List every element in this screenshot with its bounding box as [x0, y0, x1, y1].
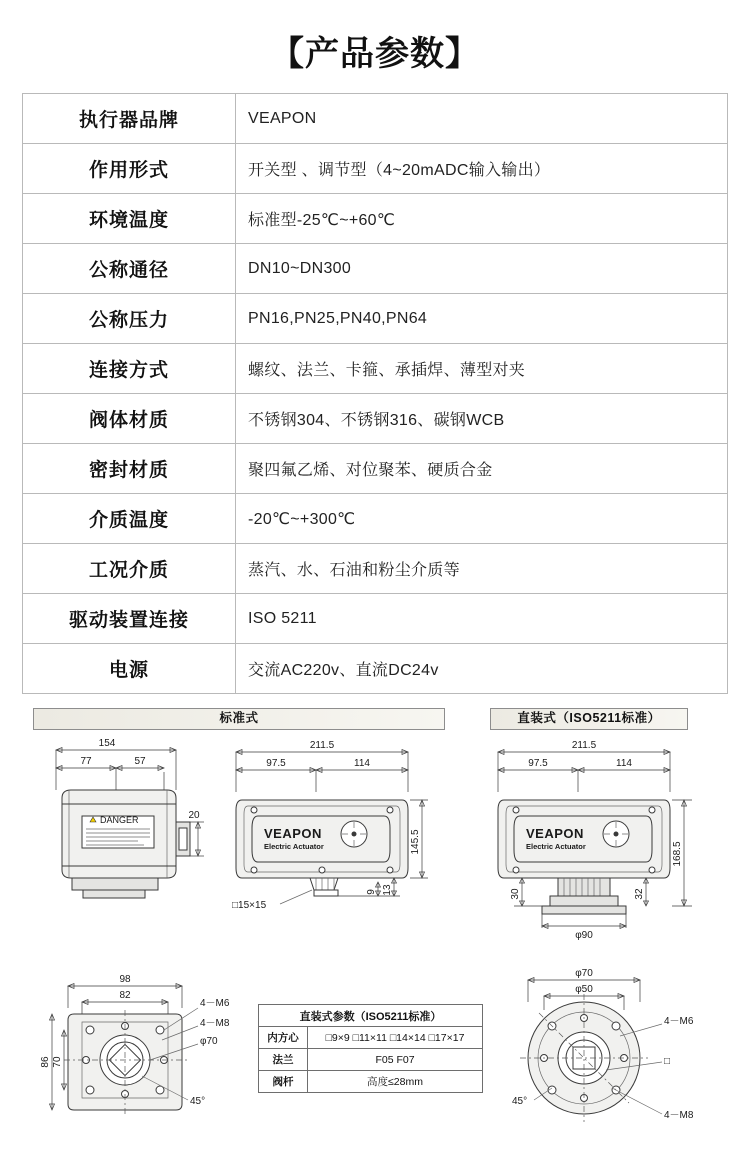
iso-param-table	[258, 1004, 483, 1093]
top-view-drawing	[222, 730, 442, 960]
label-4-M8: 4－M8	[200, 1018, 230, 1029]
table-row	[23, 544, 728, 594]
iso-row-label: 阀杆	[259, 1071, 308, 1093]
spec-key: 连接方式	[23, 344, 236, 394]
dim-211-5: 211.5	[309, 740, 335, 751]
dim-iso-97-5: 97.5	[528, 758, 548, 769]
table-row	[23, 344, 728, 394]
iso-row-label: 法兰	[259, 1049, 308, 1071]
page-title: 【产品参数】	[270, 35, 480, 73]
label-r-45deg: 45°	[512, 1096, 528, 1107]
iso-row-value: □9×9 □11×11 □14×14 □17×17	[308, 1027, 483, 1049]
dim-82: 82	[119, 990, 131, 1001]
spec-value: -20℃~+300℃	[236, 494, 728, 544]
spec-key: 阀体材质	[23, 394, 236, 444]
spec-value: 标准型-25℃~+60℃	[236, 194, 728, 244]
dim-r-phi-70: φ70	[575, 968, 593, 979]
table-row	[23, 444, 728, 494]
dim-9: 9	[366, 889, 377, 895]
dim-70: 70	[52, 1056, 63, 1068]
base-view-drawing	[38, 964, 253, 1136]
spec-value: 蒸汽、水、石油和粉尘介质等	[236, 544, 728, 594]
label-phi-70: φ70	[200, 1036, 218, 1047]
table-row	[23, 594, 728, 644]
table-row	[23, 494, 728, 544]
product-spec-table	[22, 93, 728, 694]
label-4-M6: 4－M6	[200, 998, 230, 1009]
dim-57: 57	[134, 756, 146, 767]
spec-value: VEAPON	[236, 94, 728, 144]
dim-32: 32	[634, 888, 645, 900]
dim-square-15: □15×15	[232, 900, 267, 911]
dim-168-5: 168.5	[672, 841, 683, 867]
iso-view-drawing	[484, 730, 714, 970]
table-row	[23, 294, 728, 344]
table-row	[23, 144, 728, 194]
table-row	[259, 1005, 483, 1027]
caption-direct-mount: 直装式（ISO5211标准）	[490, 708, 688, 730]
brand-subtitle: Electric Actuator	[526, 842, 586, 851]
spec-key: 公称压力	[23, 294, 236, 344]
dim-phi-90: φ90	[575, 930, 593, 941]
dim-30: 30	[510, 888, 521, 900]
label-r-4-M6: 4－M6	[664, 1016, 694, 1027]
dim-13: 13	[382, 884, 393, 896]
table-row	[23, 244, 728, 294]
dim-98: 98	[119, 974, 131, 985]
spec-key: 执行器品牌	[23, 94, 236, 144]
spec-value: 聚四氟乙烯、对位聚苯、硬质合金	[236, 444, 728, 494]
spec-key: 介质温度	[23, 494, 236, 544]
table-row	[23, 194, 728, 244]
dimension-drawings	[0, 708, 750, 1138]
table-row	[259, 1071, 483, 1093]
table-row	[23, 644, 728, 694]
dim-r-phi-50: φ50	[575, 984, 593, 995]
spec-key: 驱动装置连接	[23, 594, 236, 644]
spec-value: 不锈钢304、不锈钢316、碳钢WCB	[236, 394, 728, 444]
dim-iso-114: 114	[616, 758, 632, 769]
spec-key: 公称通径	[23, 244, 236, 294]
iso-row-label: 内方心	[259, 1027, 308, 1049]
iso-table-header: 直装式参数（ISO5211标准）	[259, 1005, 483, 1027]
spec-value: 螺纹、法兰、卡箍、承插焊、薄型对夹	[236, 344, 728, 394]
dim-97-5: 97.5	[266, 758, 286, 769]
spec-key: 作用形式	[23, 144, 236, 194]
table-row	[259, 1027, 483, 1049]
brand-name: VEAPON	[264, 826, 322, 841]
spec-key: 密封材质	[23, 444, 236, 494]
dim-iso-211-5: 211.5	[571, 740, 597, 751]
dim-114: 114	[354, 758, 370, 769]
spec-value: 交流AC220v、直流DC24v	[236, 644, 728, 694]
table-row	[23, 394, 728, 444]
dim-145-5: 145.5	[410, 829, 421, 855]
label-r-4-M8: 4－M8	[664, 1110, 694, 1121]
dim-77: 77	[80, 756, 92, 767]
iso-row-value: 高度≤28mm	[308, 1071, 483, 1093]
spec-value: ISO 5211	[236, 594, 728, 644]
dim-154: 154	[98, 738, 116, 749]
spec-value: DN10~DN300	[236, 244, 728, 294]
label-45deg: 45°	[190, 1096, 206, 1107]
spec-value: PN16,PN25,PN40,PN64	[236, 294, 728, 344]
table-row	[259, 1049, 483, 1071]
brand-name: VEAPON	[526, 826, 584, 841]
side-view-drawing	[28, 730, 218, 925]
dim-86: 86	[40, 1056, 51, 1068]
spec-key: 电源	[23, 644, 236, 694]
label-r-square: □	[664, 1056, 671, 1067]
flange-view-drawing	[494, 958, 724, 1138]
spec-key: 工况介质	[23, 544, 236, 594]
brand-subtitle: Electric Actuator	[264, 842, 324, 851]
spec-key: 环境温度	[23, 194, 236, 244]
caption-standard: 标准式	[33, 708, 445, 730]
danger-label: DANGER	[100, 815, 139, 825]
table-row	[23, 94, 728, 144]
spec-value: 开关型 、调节型（4~20mADC输入输出）	[236, 144, 728, 194]
iso-row-value: F05 F07	[308, 1049, 483, 1071]
dim-20: 20	[188, 810, 200, 821]
